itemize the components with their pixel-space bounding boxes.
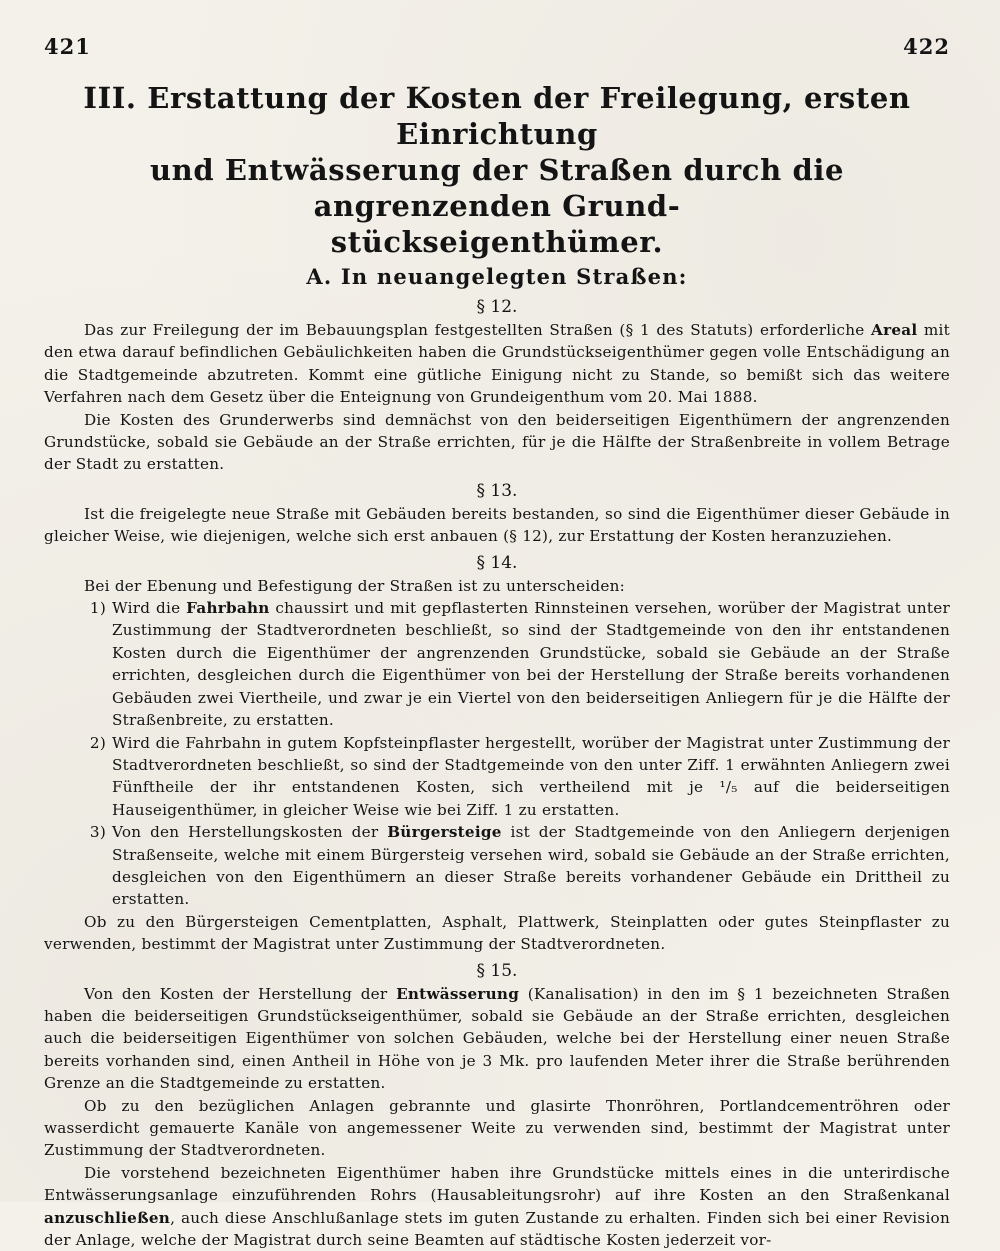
list-item-text-b: chaussirt und mit gepflasterten Rinnsteinen versehen, worüber der Magistrat unter Zustimmung der Stadtverordneten beschließt, so sind der Stadtgemeinde von den ihr entstandenen Kosten durch die Eigenthümer der angrenzenden Grundstücke, sobald sie Gebäude an der Straße errichten, desgleichen durch die Eigenthümer von bei der Herstellung der Straße bereits vorhandenen Gebäuden zwei Viertheile, und zwar je ein Viertel von den beiderseitigen Anliegern für je die Hälfte der Straßenbreite, zu erstatten.	[112, 599, 951, 730]
paragraph-13-1: Ist die freigelegte neue Straße mit Gebäuden bereits bestanden, so sind die Eigenthümer dieser Gebäude in gleicher Weise, wie diejenigen, welche sich erst anbauen (§ 12), zur Erstattung der Kosten heranzuziehen.	[44, 504, 950, 546]
list-item-emphasis: Fahrbahn	[186, 599, 270, 618]
section-subtitle: A. In neuangelegten Straßen:	[306, 264, 688, 289]
paragraph-15-1-emphasis: Entwässerung	[396, 984, 520, 1003]
page-number-right: 422	[903, 34, 950, 59]
section-heading-13: § 13.	[476, 480, 518, 501]
paragraph-12-1	[44, 319, 950, 409]
paragraph-15-3-text-a: Die vorstehend bezeichneten Eigenthümer haben ihre Grundstücke mittels eines in die unterirdische Entwässerungsanlage einzuführenden Rohrs (Hausableitungsrohr) auf ihre Kosten an den Straßenkanal	[44, 1163, 950, 1205]
chapter-title	[44, 80, 950, 260]
section-heading-12: § 12.	[476, 297, 518, 317]
chapter-title-line-2: und Entwässerung der Straßen durch die angrenzenden Grund-	[149, 153, 844, 223]
list-item-number: 2)	[89, 733, 106, 752]
paragraph-14-intro: Bei der Ebenung und Befestigung der Straßen ist zu unterscheiden:	[84, 576, 626, 595]
list-item-text-a: Von den Herstellungskosten der	[112, 823, 388, 842]
chapter-title-line-1: III. Erstattung der Kosten der Freilegung, ersten Einrichtung	[83, 81, 911, 151]
paragraph-15-3-emphasis: anzuschließen	[44, 1208, 171, 1227]
list-item-number: 1)	[89, 599, 106, 618]
paragraph-14-closing: Ob zu den Bürgersteigen Cementplatten, Asphalt, Plattwerk, Steinplatten oder gutes Steinpflaster zu verwenden, bestimmt der Magistrat unter Zustimmung der Stadtverordneten.	[44, 912, 950, 954]
paragraph-12-1-emphasis: Areal	[871, 321, 918, 339]
chapter-title-line-3: stückseigenthümer.	[330, 225, 664, 259]
list-item-text-b: ist der Stadtgemeinde von den Anliegern derjenigen Straßenseite, welche mit einem Bürgersteig versehen wird, sobald sie Gebäude an der Straße errichten, desgleichen von den Eigenthümern an dieser Straße bereits vorhandener Gebäude ein Drittheil zu erstatten.	[112, 823, 950, 909]
list-item-14-3	[44, 821, 950, 911]
list-item-text	[112, 821, 950, 911]
section-heading-14: § 14.	[476, 552, 518, 573]
paragraph-15-1-text-a: Von den Kosten der Herstellung der	[84, 984, 397, 1003]
paragraph-12-2: Die Kosten des Grunderwerbs sind demnächst von den beiderseitigen Eigenthümern der angrenzenden Grundstücke, sobald sie Gebäude an der Straße errichten, für je die Hälfte der Straßenbreite in vollem Betrage der Stadt zu erstatten.	[44, 410, 950, 474]
paragraph-15-1	[44, 983, 950, 1095]
list-item-number: 3)	[89, 823, 106, 842]
paragraph-12-1-text-a: Das zur Freilegung der im Bebauungsplan festgestellten Straßen (§ 1 des Statuts) erforderliche	[84, 321, 872, 339]
paragraph-15-1-text-c: (Kanalisation) in den im § 1 bezeichneten Straßen haben die beiderseitigen Grundstückseigenthümer, sobald sie Gebäude an der Straße errichten, desgleichen auch die beiderseitigen Eigenthümer von solchen Gebäuden, welche bei der Herstellung einer neuen Straße bereits vorhanden sind, einen Antheil in Höhe von je 3 Mk. pro laufenden Meter ihrer die Straße berührenden Grenze an die Stadtgemeinde zu erstatten.	[44, 984, 950, 1093]
paragraph-15-3	[44, 1162, 950, 1251]
list-item-text	[112, 597, 950, 731]
paragraph-15-3-text-c: , auch diese Anschlußanlage stets im guten Zustande zu erhalten. Finden sich bei einer Revision der Anlage, welche der Magistrat durch seine Beamten auf städtische Kosten jederzeit vor-	[44, 1208, 950, 1250]
paragraph-12-1-text-c: mit den etwa darauf befindlichen Gebäulichkeiten haben die Grundstückseigenthümer gegen volle Entschädigung an die Stadtgemeinde abzutreten. Kommt eine gütliche Einigung nicht zu Stande, so bemißt sich das weitere Verfahren nach dem Gesetz über die Enteignung von Grundeigenthum vom 20. Mai 1888.	[44, 321, 950, 407]
list-item-text-a: Wird die	[112, 599, 187, 618]
list-item-text	[112, 732, 950, 822]
list-item-text-a: Wird die Fahrbahn in gutem Kopfsteinpflaster hergestellt, worüber der Magistrat unter Zustimmung der Stadtverordneten beschließt, so sind der Stadtgemeinde von den unter Ziff. 1 erwähnten Anliegern zwei Fünftheile der ihr entstandenen Kosten, sich vertheilend mit je ¹/₅ auf die beiderseitigen Hauseigenthümer, in gleicher Weise wie bei Ziff. 1 zu erstatten.	[112, 733, 950, 819]
list-item-14-1	[44, 597, 950, 731]
list-item-emphasis: Bürgersteige	[387, 823, 502, 842]
document-body	[44, 80, 950, 1251]
section-heading-15: § 15.	[476, 960, 518, 981]
list-item-14-2	[44, 732, 950, 822]
page-number-left: 421	[44, 34, 91, 59]
paragraph-15-2: Ob zu den bezüglichen Anlagen gebrannte und glasirte Thonröhren, Portlandcementröhren oder wasserdicht gemauerte Kanäle von angemessener Weite zu verwenden sind, bestimmt der Magistrat unter Zustimmung der Stadtverordneten.	[44, 1096, 950, 1160]
